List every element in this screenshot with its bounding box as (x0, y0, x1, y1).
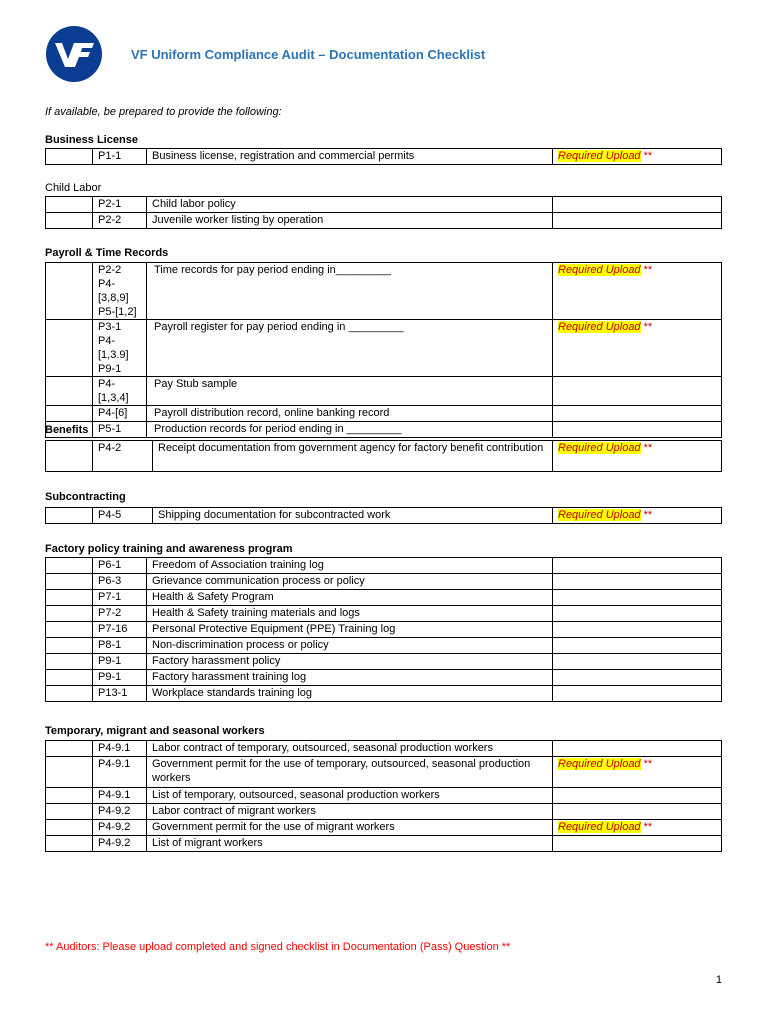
check-cell[interactable] (46, 508, 93, 524)
code-cell: P3-1 P4-[1,3.9] P9-1 (93, 320, 147, 377)
table-payroll (45, 262, 722, 438)
check-cell[interactable] (46, 574, 93, 590)
upload-cell[interactable] (553, 558, 722, 574)
auditor-footer-note: ** Auditors: Please upload completed and signed checklist in Documentation (Pass) Question ** (45, 941, 511, 953)
code-cell: P1-1 (93, 149, 147, 165)
table-training (45, 557, 722, 702)
code-cell: P2-1 (93, 197, 147, 213)
upload-cell[interactable]: Required Upload ** (553, 508, 722, 524)
desc-cell: Non-discrimination process or policy (147, 638, 553, 654)
check-cell[interactable] (46, 213, 93, 229)
table-row (46, 441, 722, 472)
upload-cell[interactable] (553, 574, 722, 590)
upload-cell[interactable]: Required Upload ** (553, 320, 722, 377)
required-upload-label: Required Upload (558, 150, 641, 162)
upload-cell[interactable] (553, 741, 722, 757)
code-cell: P8-1 (93, 638, 147, 654)
table-row (46, 606, 722, 622)
table-row (46, 622, 722, 638)
check-cell[interactable] (46, 686, 93, 702)
check-cell[interactable] (46, 149, 93, 165)
code-cell: P9-1 (93, 654, 147, 670)
check-cell[interactable] (46, 804, 93, 820)
required-upload-label: Required Upload (558, 442, 641, 454)
code-cell: P9-1 (93, 670, 147, 686)
desc-cell: Labor contract of migrant workers (147, 804, 553, 820)
upload-cell[interactable] (553, 836, 722, 852)
desc-cell: Payroll register for pay period ending in _________ (147, 320, 553, 377)
desc-cell: Factory harassment policy (147, 654, 553, 670)
table-row (46, 320, 722, 377)
table-row (46, 836, 722, 852)
desc-cell: List of temporary, outsourced, seasonal production workers (147, 788, 553, 804)
table-benefits (45, 440, 722, 472)
upload-cell[interactable]: Required Upload ** (553, 149, 722, 165)
section-heading-payroll: Payroll & Time Records (45, 247, 169, 259)
desc-cell: Shipping documentation for subcontracted work (153, 508, 553, 524)
code-cell: P5-1 (93, 422, 147, 438)
upload-cell[interactable] (553, 197, 722, 213)
check-cell[interactable] (46, 606, 93, 622)
table-row (46, 422, 722, 438)
check-cell[interactable] (46, 757, 93, 788)
upload-cell[interactable]: Required Upload ** (553, 263, 722, 320)
check-cell[interactable] (46, 197, 93, 213)
table-row (46, 574, 722, 590)
upload-cell[interactable]: Required Upload ** (553, 757, 722, 788)
code-cell: P2-2 P4-[3,8,9] P5-[1,2] (93, 263, 147, 320)
desc-cell: Production records for period ending in _________ (147, 422, 553, 438)
check-cell[interactable] (46, 638, 93, 654)
desc-cell: Payroll distribution record, online banking record (147, 406, 553, 422)
upload-cell[interactable] (553, 590, 722, 606)
code-cell: P4-9.1 (93, 757, 147, 788)
desc-cell: Pay Stub sample (147, 377, 553, 406)
code-cell: P4-9.2 (93, 836, 147, 852)
section-heading-subcontracting: Subcontracting (45, 491, 126, 503)
code-cell: P7-1 (93, 590, 147, 606)
section-heading-child: Child Labor (45, 182, 102, 194)
desc-cell: Receipt documentation from government agency for factory benefit contribution (153, 441, 553, 472)
page-number: 1 (715, 974, 722, 986)
required-upload-label: Required Upload (558, 758, 641, 770)
code-cell: P4-5 (93, 508, 153, 524)
desc-cell: Government permit for the use of migrant workers (147, 820, 553, 836)
desc-cell: Health & Safety Program (147, 590, 553, 606)
desc-cell: Personal Protective Equipment (PPE) Training log (147, 622, 553, 638)
table-row (46, 670, 722, 686)
code-cell: P4-2 (93, 441, 153, 472)
table-row (46, 590, 722, 606)
upload-cell[interactable] (553, 654, 722, 670)
upload-cell[interactable]: Required Upload ** (553, 820, 722, 836)
table-row (46, 638, 722, 654)
vf-logo (46, 26, 102, 82)
desc-cell: Child labor policy (147, 197, 553, 213)
upload-cell[interactable] (553, 213, 722, 229)
table-temporary (45, 740, 722, 852)
required-upload-label: Required Upload (558, 321, 641, 333)
section-heading-temporary: Temporary, migrant and seasonal workers (45, 725, 265, 737)
desc-cell: Health & Safety training materials and logs (147, 606, 553, 622)
check-cell[interactable] (46, 836, 93, 852)
table-row (46, 788, 722, 804)
required-upload-label: Required Upload (558, 264, 641, 276)
table-row (46, 558, 722, 574)
upload-cell[interactable] (553, 670, 722, 686)
code-cell: P4-9.1 (93, 788, 147, 804)
check-cell[interactable] (46, 406, 93, 422)
upload-cell[interactable] (553, 622, 722, 638)
code-cell: P4-9.2 (93, 820, 147, 836)
code-cell: P6-3 (93, 574, 147, 590)
desc-cell: Grievance communication process or policy (147, 574, 553, 590)
desc-cell: Labor contract of temporary, outsourced, seasonal production workers (147, 741, 553, 757)
code-cell: P7-2 (93, 606, 147, 622)
desc-cell: Factory harassment training log (147, 670, 553, 686)
code-cell: P4-[6] (93, 406, 147, 422)
table-child (45, 196, 722, 229)
check-cell[interactable] (46, 320, 93, 377)
upload-cell[interactable]: Required Upload ** (553, 441, 722, 472)
check-cell[interactable] (46, 741, 93, 757)
table-row (46, 213, 722, 229)
code-cell: P13-1 (93, 686, 147, 702)
code-cell: P2-2 (93, 213, 147, 229)
upload-cell[interactable] (553, 406, 722, 422)
code-cell: P4-9.1 (93, 741, 147, 757)
check-cell[interactable] (46, 263, 93, 320)
table-row (46, 686, 722, 702)
desc-cell: Government permit for the use of temporary, outsourced, seasonal production workers (147, 757, 553, 788)
table-row (46, 741, 722, 757)
desc-cell: Time records for pay period ending in_________ (147, 263, 553, 320)
check-cell[interactable] (46, 788, 93, 804)
upload-cell[interactable] (553, 638, 722, 654)
document-title: VF Uniform Compliance Audit – Documentation Checklist (131, 47, 486, 62)
code-cell: P6-1 (93, 558, 147, 574)
upload-cell[interactable] (553, 422, 722, 438)
desc-cell: Freedom of Association training log (147, 558, 553, 574)
desc-cell: List of migrant workers (147, 836, 553, 852)
section-heading-benefits: Benefits (45, 424, 89, 436)
upload-cell[interactable] (553, 686, 722, 702)
check-cell[interactable] (46, 441, 93, 472)
code-cell: P7-16 (93, 622, 147, 638)
check-cell[interactable] (46, 654, 93, 670)
code-cell: P4-9.2 (93, 804, 147, 820)
code-cell: P4-[1,3,4] (93, 377, 147, 406)
required-upload-label: Required Upload (558, 821, 641, 833)
section-heading-training: Factory policy training and awareness program (45, 543, 293, 555)
table-row (46, 757, 722, 788)
required-upload-label: Required Upload (558, 509, 641, 521)
table-row (46, 197, 722, 213)
check-cell[interactable] (46, 590, 93, 606)
table-row (46, 654, 722, 670)
section-heading-business: Business License (45, 134, 138, 146)
upload-cell[interactable] (553, 804, 722, 820)
check-cell[interactable] (46, 558, 93, 574)
table-row (46, 377, 722, 406)
table-row (46, 406, 722, 422)
table-business (45, 148, 722, 165)
desc-cell: Business license, registration and commercial permits (147, 149, 553, 165)
check-cell[interactable] (46, 622, 93, 638)
upload-cell[interactable] (553, 788, 722, 804)
intro-text: If available, be prepared to provide the following: (45, 106, 282, 118)
table-subcontracting (45, 507, 722, 524)
check-cell[interactable] (46, 377, 93, 406)
upload-cell[interactable] (553, 377, 722, 406)
desc-cell: Workplace standards training log (147, 686, 553, 702)
table-row (46, 804, 722, 820)
table-row (46, 149, 722, 165)
table-row (46, 508, 722, 524)
desc-cell: Juvenile worker listing by operation (147, 213, 553, 229)
check-cell[interactable] (46, 670, 93, 686)
check-cell[interactable] (46, 820, 93, 836)
table-row (46, 263, 722, 320)
table-row (46, 820, 722, 836)
upload-cell[interactable] (553, 606, 722, 622)
